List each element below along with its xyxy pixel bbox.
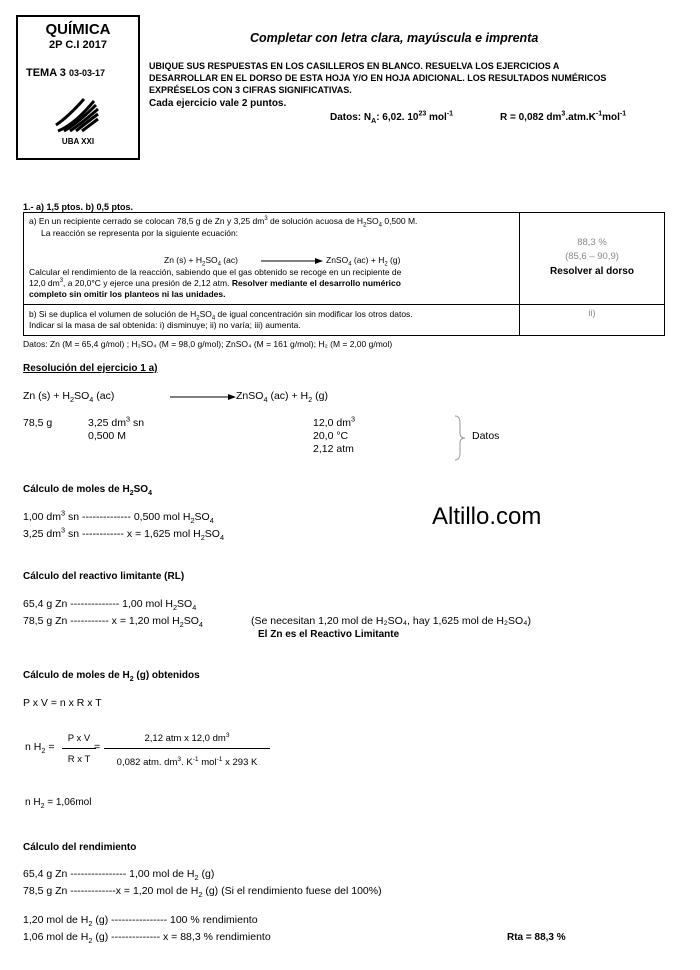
- question-a-line-2: La reacción se representa por la siguiente ecuación:: [41, 228, 239, 238]
- rl-note: (Se necesitan 1,20 mol de H₂SO₄, hay 1,625 mol de H₂SO₄): [251, 615, 531, 627]
- question-points: 1.- a) 1,5 ptos. b) 0,5 ptos.: [23, 202, 134, 212]
- fraction-1-denominator: R x T: [67, 754, 91, 765]
- question-datos-line: Datos: Zn (M = 65,4 g/mol) ; H₂SO₄ (M = 98,0 g/mol); ZnSO₄ (M = 161 g/mol); H₂ (M = 2,00 g/mol): [23, 339, 393, 349]
- data-solution-volume: 3,25 $dm^3$ sn: [88, 414, 145, 429]
- instructions-line-3: EXPRÉSELOS CON 3 CIFRAS SIGNIFICATIVAS.: [149, 85, 352, 95]
- nh2-symbol: n $H_2$ =: [25, 741, 55, 756]
- moles-section-title: Cálculo de moles de $H_2SO_4$: [23, 484, 152, 497]
- data-brace-icon: [454, 415, 466, 461]
- data-pressure: 2,12 atm: [313, 443, 354, 455]
- rl-conclusion: El Zn es el Reactivo Limitante: [258, 629, 400, 640]
- instructions-line-2: DESARROLLAR EN EL DORSO DE ESTA HOJA Y/O EN HOJA ADICIONAL. LOS RESULTADOS NUMÉRICOS: [149, 73, 607, 83]
- moles-line-2: 3,25 $dm^3$ sn ------------ x = 1,625 mol $H_2SO_4$: [23, 525, 225, 543]
- uba-logo-icon: [54, 97, 100, 133]
- final-answer: Rta = 88,3 %: [507, 932, 566, 943]
- rl-line-1: 65,4 g Zn -------------- 1,00 mol $H_2SO_4$: [23, 598, 197, 613]
- question-a-line-5: completo sin omitir los planteos ni las unidades.: [29, 289, 226, 299]
- yield-line-3: 1,20 mol de $H_2$ (g) ---------------- 100 % rendimiento: [23, 914, 258, 929]
- question-equation-products: ZnSO$_4$ $(ac) + H_2$ (g): [326, 255, 401, 268]
- fraction-1-numerator: P x V: [67, 733, 91, 744]
- question-equation: Zn $(s) + H_2SO_4$ (ac): [164, 255, 238, 268]
- rl-section-title: Cálculo del reactivo limitante (RL): [23, 571, 185, 582]
- institution-label: UBA XXI: [61, 137, 95, 146]
- rl-line-2: 78,5 g Zn ----------- x = 1,20 mol $H_2SO_4$: [23, 615, 204, 630]
- reaction-arrow-icon: [261, 257, 323, 265]
- question-a-line-3: Calcular el rendimiento de la reacción, sabiendo que el gas obtenido se recoge en un recipiente de: [29, 267, 402, 277]
- fraction-2-denominator: 0,082 atm. $dm^3$. $K^{-1}$ mol$^{-1}$ x 293 K: [116, 755, 258, 768]
- answer-a-range: (85,6 – 90,9): [565, 251, 619, 262]
- answer-a-value: 88,3 %: [577, 237, 607, 248]
- header-logo-box: [16, 15, 140, 160]
- watermark: Altillo.com: [432, 503, 542, 530]
- data-label: Datos: [472, 430, 500, 442]
- yield-line-1: 65,4 g Zn ---------------- 1,00 mol de $H_2$ (g): [23, 868, 215, 883]
- resolution-equation: Zn $(s) + H_2SO_4$ (ac): [23, 390, 115, 405]
- yield-section-title: Cálculo del rendimiento: [23, 842, 137, 853]
- fraction-2-bar: [104, 748, 270, 749]
- table-divider-horizontal: [24, 304, 664, 305]
- nh2-result: n $H_2 = 1,06mol$: [25, 797, 92, 810]
- datos-avogadro: Datos: $N_A$: 6,02. $10^{23}$ mol$^{-1}$: [330, 110, 454, 125]
- question-a-line-1: a) En un recipiente cerrado se colocan 78,5 g de Zn y 3,25 $dm^3$ de solución acuosa de $H_2SO_4$ 0,500 M.: [29, 216, 418, 229]
- answer-a-resolver: Resolver al dorso: [550, 266, 634, 277]
- yield-line-4: 1,06 mol de $H_2$ (g) -------------- x = 88,3 % rendimiento: [23, 931, 271, 946]
- question-b-line-2: Indicar si la masa de sal obtenida: i) disminuye; ii) no varía; iii) aumenta.: [29, 320, 301, 330]
- question-b-line-1: b) Si se duplica el volumen de solución de $H_2SO_4$ de igual concentración sin modificar los otros datos.: [29, 309, 413, 322]
- instructions-line-1: UBIQUE SUS RESPUESTAS EN LOS CASILLEROS EN BLANCO. RESUELVA LOS EJERCICIOS A: [149, 61, 560, 71]
- data-gas-volume: 12,0 $dm^3$: [313, 414, 356, 429]
- answer-b-value: ii): [588, 308, 596, 318]
- question-a-line-4: 12,0 $dm^3$, a 20,0°C y ejerce una presión de 2,12 atm. Resolver mediante el desarrollo numérico: [29, 278, 401, 288]
- resolution-arrow-icon: [170, 393, 236, 401]
- exam-date: 03-03-17: [69, 68, 106, 78]
- data-temperature: 20,0 °C: [313, 430, 349, 442]
- page-title: Completar con letra clara, mayúscula e imprenta: [250, 31, 539, 45]
- tema-label: TEMA 3 03-03-17: [26, 67, 106, 79]
- subject-title: QUÍMICA: [45, 21, 111, 38]
- data-zn-mass: 78,5 g: [23, 417, 53, 429]
- h2-section-title: Cálculo de moles de $H_2$ (g) obtenidos: [23, 670, 200, 683]
- resolution-title: Resolución del ejercicio 1 a): [23, 363, 158, 374]
- question-table: [23, 212, 665, 336]
- moles-line-1: 1,00 $dm^3$ sn -------------- 0,500 mol $H_2SO_4$: [23, 508, 214, 526]
- points-note: Cada ejercicio vale 2 puntos.: [149, 98, 287, 109]
- resolution-equation-products: ZnSO$_4$ $(ac) + H_2$ (g): [236, 390, 328, 405]
- yield-line-2: 78,5 g Zn -------------x = 1,20 mol de $H_2$ (g) (Si el rendimiento fuese del 100%): [23, 885, 382, 900]
- data-concentration: 0,500 M: [88, 430, 126, 442]
- fraction-1-bar: [62, 748, 96, 749]
- ideal-gas-equation: P x V = n x R x T: [23, 697, 102, 709]
- course-label: 2P C.I 2017: [49, 39, 107, 51]
- fraction-2-numerator: 2,12 atm x 12,0 $dm^3$: [144, 731, 230, 744]
- datos-gas-constant: R = 0,082 $dm^3.atm.K^{-1}mol^{-1}$: [500, 110, 627, 123]
- fraction-equals: =: [94, 741, 101, 753]
